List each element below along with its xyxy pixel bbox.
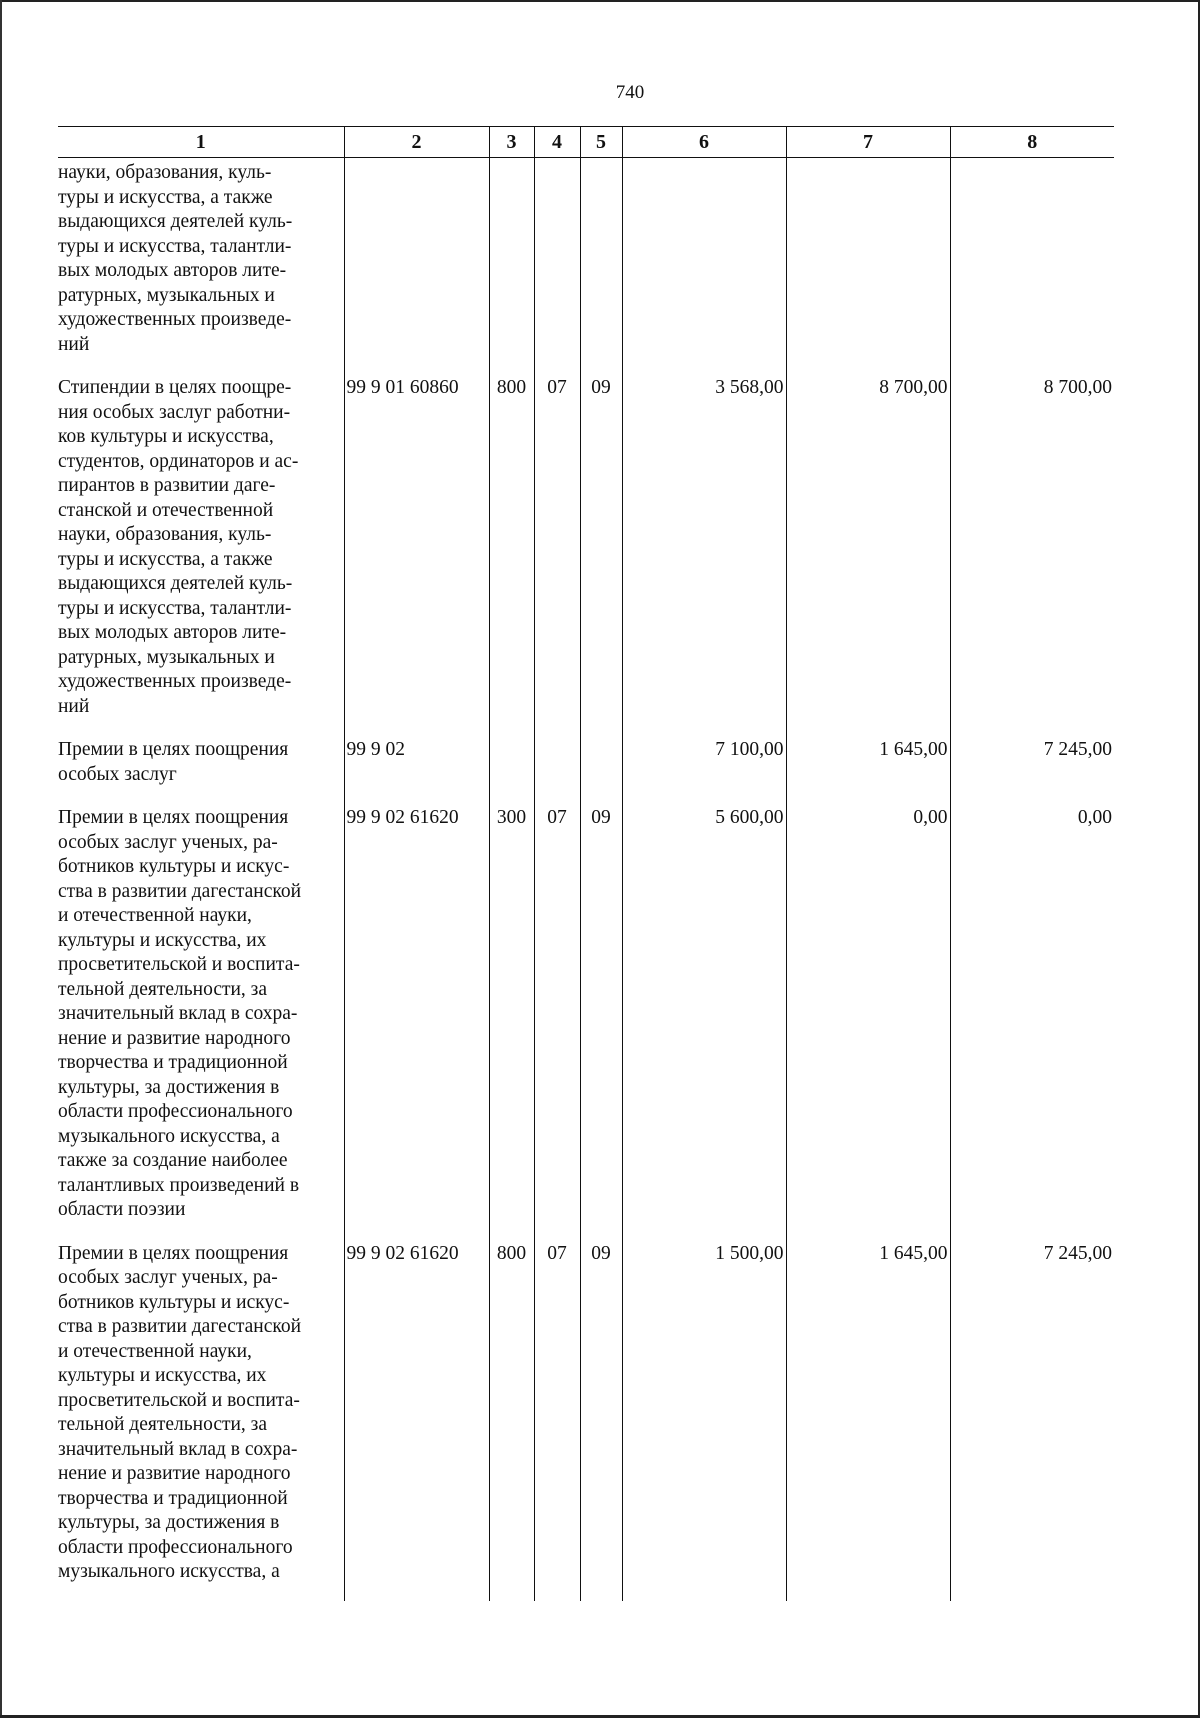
row-c3: 300: [489, 803, 534, 1239]
row-c6: 3 568,00: [622, 373, 786, 735]
column-header-1: 1: [58, 127, 344, 158]
row-code: 99 9 02 61620: [344, 1239, 489, 1601]
row-c8: 7 245,00: [950, 735, 1114, 803]
table-row: [58, 1239, 1114, 1601]
page-number: 740: [615, 82, 645, 103]
table-row: [58, 803, 1114, 1239]
row-name: Премии в целях поощрения особых заслуг: [58, 739, 289, 785]
row-c3: [489, 158, 534, 374]
row-c5: [580, 735, 622, 803]
row-name: Премии в целях поощрения особых заслуг ученых, ра- ботников культуры и искус- ства в развитии дагестанской и отечественной науки, культуры и искусства, их просветительской и воспита- тельной деятельности, за значительный вклад в сохра- нение и развитие народного творчества и традиционной культуры, за достижения в области профессионального музыкального искусства, а: [58, 1242, 302, 1582]
row-c8: 7 245,00: [950, 1239, 1114, 1601]
row-c4: 07: [534, 1239, 580, 1601]
row-c4: 07: [534, 803, 580, 1239]
row-c4: [534, 735, 580, 803]
row-c3: [489, 735, 534, 803]
budget-table: [58, 126, 1114, 1601]
row-c3: 800: [489, 373, 534, 735]
table-row: [58, 373, 1114, 735]
row-c8: 0,00: [950, 803, 1114, 1239]
row-c6: 5 600,00: [622, 803, 786, 1239]
row-code: [344, 158, 489, 374]
column-header-4: 4: [534, 127, 580, 158]
row-c7: 0,00: [786, 803, 950, 1239]
row-c4: 07: [534, 373, 580, 735]
column-header-2: 2: [344, 127, 489, 158]
row-c6: [622, 158, 786, 374]
row-c7: [786, 158, 950, 374]
column-header-8: 8: [950, 127, 1114, 158]
row-name: науки, образования, куль- туры и искусства, а также выдающихся деятелей куль- туры и искусства, талантли- вых молодых авторов лите- ратурных, музыкальных и художественных произведе- ний: [58, 162, 293, 355]
row-c7: 8 700,00: [786, 373, 950, 735]
row-c6: 1 500,00: [622, 1239, 786, 1601]
row-name: Стипендии в целях поощре- ния особых заслуг работни- ков культуры и искусства, студентов, ординаторов и ас- пирантов в развитии даге- станской и отечественной науки, образования, куль- туры и искусства, а также выдающихся деятелей куль- туры и искусства, талантли- вых молодых авторов лите- ратурных, музыкальных и художественных произведе- ний: [58, 377, 299, 717]
table-row: [58, 158, 1114, 374]
scan-edge-left: [0, 0, 2, 1718]
row-c5: 09: [580, 1239, 622, 1601]
table-row: [58, 735, 1114, 803]
column-header-6: 6: [622, 127, 786, 158]
row-c5: 09: [580, 373, 622, 735]
row-name: Премии в целях поощрения особых заслуг ученых, ра- ботников культуры и искус- ства в развитии дагестанской и отечественной науки, культуры и искусства, их просветительской и воспита- тельной деятельности, за значительный вклад в сохра- нение и развитие народного творчества и традиционной культуры, за достижения в области профессионального музыкального искусства, а также за создание наиболее талантливых произведений в области поэзии: [58, 807, 302, 1220]
row-c7: 1 645,00: [786, 735, 950, 803]
scan-edge-top: [0, 0, 1200, 2]
header-row: [58, 127, 1114, 158]
row-code: 99 9 02: [344, 735, 489, 803]
row-code: 99 9 02 61620: [344, 803, 489, 1239]
row-c8: 8 700,00: [950, 373, 1114, 735]
row-code: 99 9 01 60860: [344, 373, 489, 735]
row-c5: [580, 158, 622, 374]
row-c7: 1 645,00: [786, 1239, 950, 1601]
column-header-7: 7: [786, 127, 950, 158]
column-header-5: 5: [580, 127, 622, 158]
column-header-3: 3: [489, 127, 534, 158]
row-c3: 800: [489, 1239, 534, 1601]
row-c5: 09: [580, 803, 622, 1239]
row-c6: 7 100,00: [622, 735, 786, 803]
row-c8: [950, 158, 1114, 374]
row-c4: [534, 158, 580, 374]
